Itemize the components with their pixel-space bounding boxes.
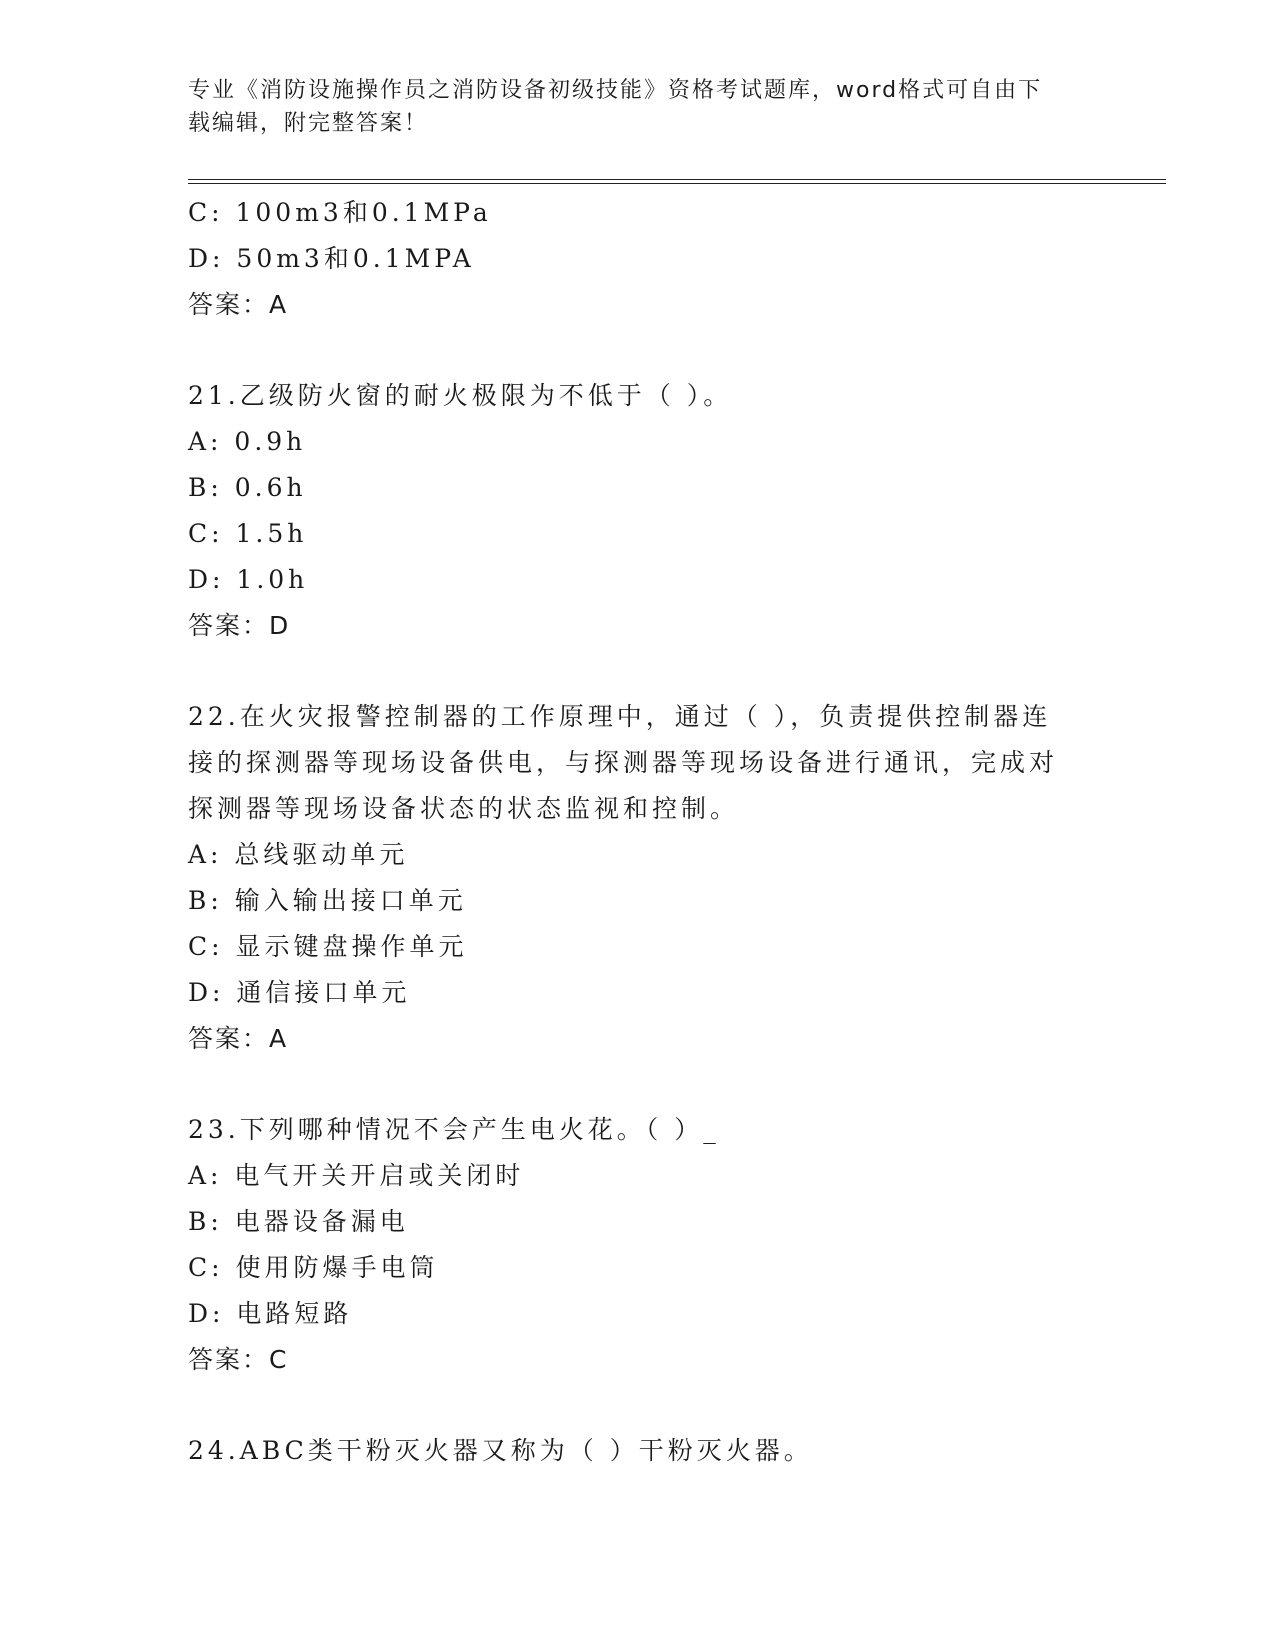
question-stem-line-2: 接的探测器等现场设备供电，与探测器等现场设备进行通讯，完成对 [188,748,1059,777]
question-stem: 24.ABC类干粉灭火器又称为（ ）干粉灭火器。 [188,1436,813,1465]
option-d: D: 电路短路 [188,1299,353,1328]
document-header [188,74,1068,140]
answer-line: 答案：A [188,1024,289,1053]
header-line-2: 载编辑，附完整答案！ [188,111,429,136]
option-d: D: 50m3和0.1MPA [188,244,475,273]
answer-line: 答案：D [188,611,291,640]
question-stem: 23.下列哪种情况不会产生电火花。（ ）_ [188,1115,720,1144]
question-20 [188,190,1088,328]
question-23 [188,1107,1088,1383]
header-divider-top [188,179,1166,180]
question-22 [188,694,1088,1062]
question-list [188,190,1088,1474]
header-line-1: 专业《消防设施操作员之消防设备初级技能》资格考试题库，word格式可自由下 [188,78,1043,103]
option-a: A: 总线驱动单元 [188,840,409,869]
header-divider-bottom [188,183,1166,184]
option-c: C: 显示键盘操作单元 [188,932,468,961]
option-c: C: 使用防爆手电筒 [188,1253,439,1282]
option-b: B: 输入输出接口单元 [188,886,467,915]
option-a: A: 电气开关开启或关闭时 [188,1161,525,1190]
answer-line: 答案：C [188,1345,289,1374]
question-24 [188,1428,1088,1474]
question-21 [188,373,1088,649]
option-b: B: 0.6h [188,473,307,502]
option-c: C: 1.5h [188,519,308,548]
option-c: C: 100m3和0.1MPa [188,198,492,227]
option-d: D: 通信接口单元 [188,978,411,1007]
question-stem: 21.乙级防火窗的耐火极限为不低于（ ）。 [188,381,733,410]
question-stem-line-3: 探测器等现场设备状态的状态监视和控制。 [188,794,740,823]
option-b: B: 电器设备漏电 [188,1207,409,1236]
option-a: A: 0.9h [188,427,307,456]
answer-line: 答案：A [188,290,289,319]
option-d: D: 1.0h [188,565,309,594]
question-stem-line-1: 22.在火灾报警控制器的工作原理中，通过（ ），负责提供控制器连 [188,702,1052,731]
